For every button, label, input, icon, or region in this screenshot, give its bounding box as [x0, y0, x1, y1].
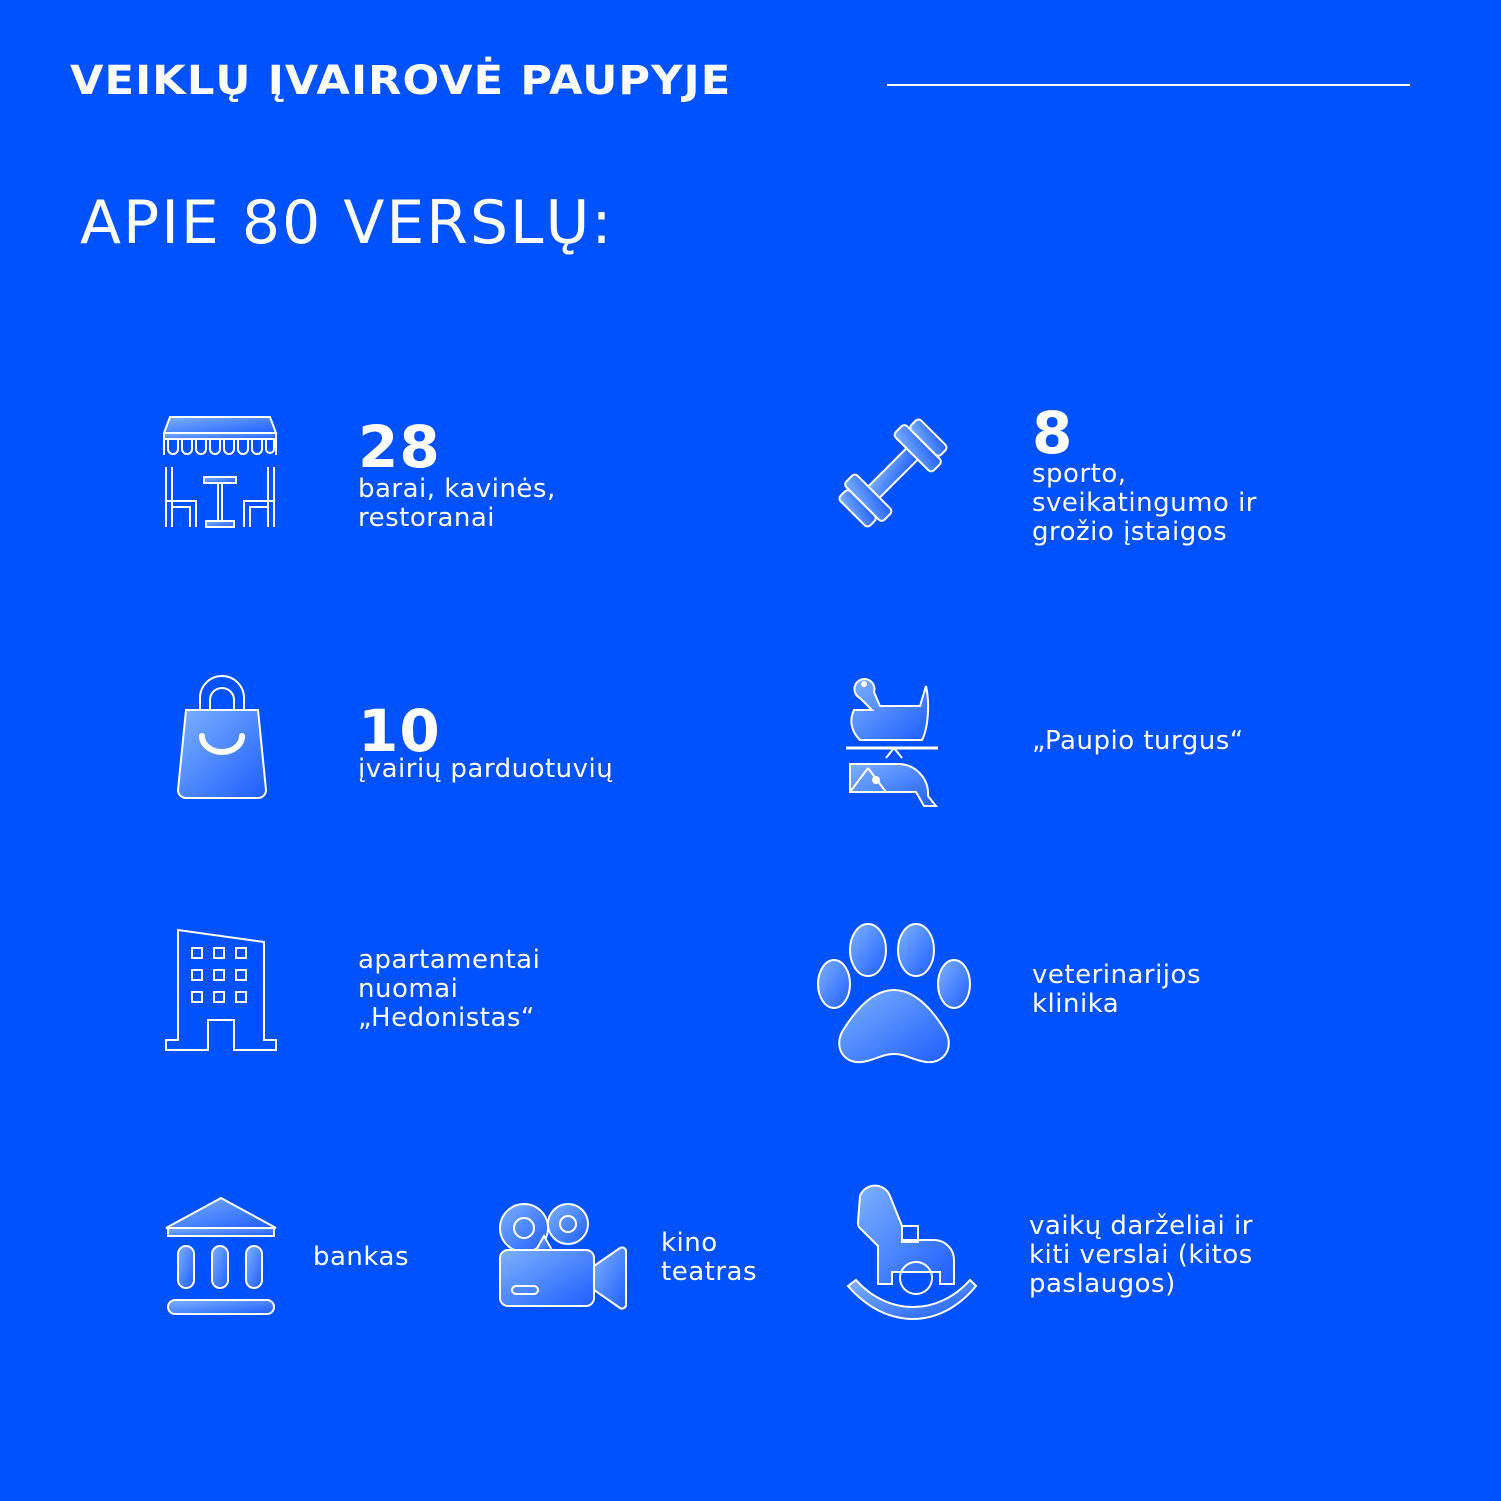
shops-count: 10	[358, 697, 441, 765]
market-scale-icon	[846, 668, 942, 810]
apartments-label: apartamentai nuomai „Hedonistas“	[358, 945, 541, 1033]
market-label: „Paupio turgus“	[1032, 726, 1244, 756]
vet-label: veterinarijos klinika	[1032, 960, 1201, 1019]
sports-label: sporto, sveikatingumo ir grožio įstaigos	[1032, 459, 1257, 547]
page-title: VEIKLŲ ĮVAIROVĖ PAUPYJE	[70, 58, 732, 104]
bank-label: bankas	[313, 1242, 409, 1272]
dumbbell-icon	[828, 412, 958, 534]
kids-label: vaikų darželiai ir kiti verslai (kitos paslaugos)	[1029, 1211, 1253, 1299]
cafe-table-icon	[160, 415, 280, 533]
building-icon	[164, 928, 278, 1052]
section-heading: APIE 80 VERSLŲ:	[80, 188, 614, 258]
shopping-bag-icon	[172, 680, 272, 802]
bank-icon	[164, 1196, 278, 1318]
movie-camera-icon	[498, 1202, 630, 1310]
rocking-horse-icon	[846, 1188, 980, 1322]
title-divider	[887, 84, 1410, 86]
paw-icon	[814, 924, 976, 1066]
cinema-label: kino teatras	[661, 1228, 757, 1287]
cafes-label: barai, kavinės, restoranai	[358, 474, 556, 533]
cafes-count: 28	[358, 413, 441, 481]
sports-count: 8	[1032, 399, 1074, 467]
shops-label: įvairių parduotuvių	[358, 754, 614, 784]
